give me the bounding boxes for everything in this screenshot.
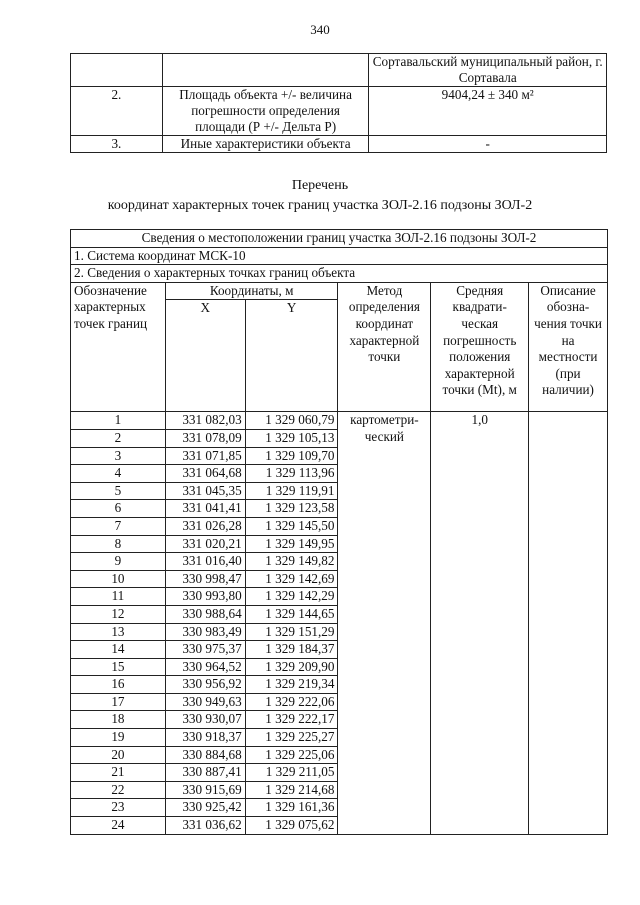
y-coordinate: 1 329 113,96 <box>245 465 338 483</box>
point-number: 18 <box>71 711 166 729</box>
y-coordinate: 1 329 219,34 <box>245 676 338 694</box>
x-coordinate: 331 026,28 <box>165 517 245 535</box>
table-row <box>71 87 607 136</box>
point-number: 11 <box>71 588 166 606</box>
point-number: 2 <box>71 429 166 447</box>
point-number: 1 <box>71 412 166 430</box>
x-coordinate: 330 964,52 <box>165 658 245 676</box>
table-row <box>71 247 608 265</box>
y-coordinate: 1 329 119,91 <box>245 482 338 500</box>
y-coordinate: 1 329 109,70 <box>245 447 338 465</box>
list-heading: Перечень <box>291 178 349 193</box>
table-title-row <box>71 230 608 248</box>
row-number: 2. <box>71 87 163 136</box>
y-coordinate: 1 329 214,68 <box>245 781 338 799</box>
row-number: 3. <box>71 136 163 153</box>
x-coordinate: 331 016,40 <box>165 553 245 571</box>
x-coordinate: 331 036,62 <box>165 817 245 835</box>
y-coordinate: 1 329 149,95 <box>245 535 338 553</box>
x-coordinate: 331 020,21 <box>165 535 245 553</box>
x-coordinate: 330 998,47 <box>165 570 245 588</box>
attribute-value: 9404,24 ± 340 м² <box>369 87 607 136</box>
location-cell: Сортавальский муниципальный район, г. Сортавала <box>369 54 607 87</box>
x-coordinate: 330 884,68 <box>165 746 245 764</box>
description-header: Описание обозна-чения точки на местности (при наличии) <box>529 282 608 412</box>
x-coordinate: 331 045,35 <box>165 482 245 500</box>
x-coordinate: 330 993,80 <box>165 588 245 606</box>
error-header: Средняя квадрати-ческая погрешность положения характерной точки (Mt), м <box>431 282 529 412</box>
point-number: 4 <box>71 465 166 483</box>
y-coordinate: 1 329 225,27 <box>245 729 338 747</box>
point-number: 20 <box>71 746 166 764</box>
y-coordinate: 1 329 075,62 <box>245 817 338 835</box>
x-header: X <box>165 300 245 412</box>
x-coordinate: 330 915,69 <box>165 781 245 799</box>
table-title: Сведения о местоположении границ участка ЗОЛ-2.16 подзоны ЗОЛ-2 <box>71 230 608 248</box>
header-row <box>71 282 608 300</box>
coordinate-system: 1. Система координат МСК-10 <box>71 247 608 265</box>
description-value <box>529 412 608 834</box>
table-row <box>71 136 607 153</box>
x-coordinate: 331 071,85 <box>165 447 245 465</box>
point-number: 10 <box>71 570 166 588</box>
attribute-name: Площадь объекта +/- величина погрешности определения площади (Р +/- Дельта Р) <box>162 87 369 136</box>
table-cell <box>71 54 163 87</box>
y-coordinate: 1 329 149,82 <box>245 553 338 571</box>
point-number: 23 <box>71 799 166 817</box>
y-coordinate: 1 329 161,36 <box>245 799 338 817</box>
coordinates-header: Координаты, м <box>165 282 338 300</box>
method-header: Метод определения координат характерной точки <box>338 282 431 412</box>
y-coordinate: 1 329 142,29 <box>245 588 338 606</box>
point-number: 7 <box>71 517 166 535</box>
y-coordinate: 1 329 105,13 <box>245 429 338 447</box>
x-coordinate: 331 041,41 <box>165 500 245 518</box>
y-header: Y <box>245 300 338 412</box>
y-coordinate: 1 329 060,79 <box>245 412 338 430</box>
point-number: 9 <box>71 553 166 571</box>
point-number: 5 <box>71 482 166 500</box>
x-coordinate: 330 956,92 <box>165 676 245 694</box>
y-coordinate: 1 329 151,29 <box>245 623 338 641</box>
point-number: 19 <box>71 729 166 747</box>
y-coordinate: 1 329 142,69 <box>245 570 338 588</box>
table-row <box>71 412 608 430</box>
y-coordinate: 1 329 225,06 <box>245 746 338 764</box>
x-coordinate: 330 988,64 <box>165 605 245 623</box>
x-coordinate: 330 949,63 <box>165 693 245 711</box>
y-coordinate: 1 329 145,50 <box>245 517 338 535</box>
y-coordinate: 1 329 211,05 <box>245 764 338 782</box>
y-coordinate: 1 329 209,90 <box>245 658 338 676</box>
y-coordinate: 1 329 144,65 <box>245 605 338 623</box>
point-number: 16 <box>71 676 166 694</box>
point-number: 21 <box>71 764 166 782</box>
y-coordinate: 1 329 222,06 <box>245 693 338 711</box>
point-number: 15 <box>71 658 166 676</box>
y-coordinate: 1 329 222,17 <box>245 711 338 729</box>
point-number: 8 <box>71 535 166 553</box>
x-coordinate: 330 983,49 <box>165 623 245 641</box>
x-coordinate: 330 925,42 <box>165 799 245 817</box>
point-number: 13 <box>71 623 166 641</box>
x-coordinate: 331 078,09 <box>165 429 245 447</box>
point-number: 3 <box>71 447 166 465</box>
table-cell <box>162 54 369 87</box>
attribute-name: Иные характеристики объекта <box>162 136 369 153</box>
section-title: 2. Сведения о характерных точках границ объекта <box>71 265 608 283</box>
table-row <box>71 265 608 283</box>
point-number: 12 <box>71 605 166 623</box>
method-value: картометри-ческий <box>338 412 431 834</box>
list-subheading: координат характерных точек границ участка ЗОЛ-2.16 подзоны ЗОЛ-2 <box>107 198 533 213</box>
point-number: 6 <box>71 500 166 518</box>
table-row <box>71 54 607 87</box>
x-coordinate: 331 064,68 <box>165 465 245 483</box>
x-coordinate: 331 082,03 <box>165 412 245 430</box>
point-number: 14 <box>71 641 166 659</box>
object-attributes-table <box>70 53 607 153</box>
x-coordinate: 330 930,07 <box>165 711 245 729</box>
coordinates-table <box>70 229 608 835</box>
x-coordinate: 330 918,37 <box>165 729 245 747</box>
designation-header: Обозначение характерных точек границ <box>71 282 166 412</box>
page-number: 340 <box>310 22 330 37</box>
point-number: 22 <box>71 781 166 799</box>
x-coordinate: 330 975,37 <box>165 641 245 659</box>
x-coordinate: 330 887,41 <box>165 764 245 782</box>
point-number: 17 <box>71 693 166 711</box>
y-coordinate: 1 329 123,58 <box>245 500 338 518</box>
y-coordinate: 1 329 184,37 <box>245 641 338 659</box>
error-value: 1,0 <box>431 412 529 834</box>
attribute-value: - <box>369 136 607 153</box>
point-number: 24 <box>71 817 166 835</box>
